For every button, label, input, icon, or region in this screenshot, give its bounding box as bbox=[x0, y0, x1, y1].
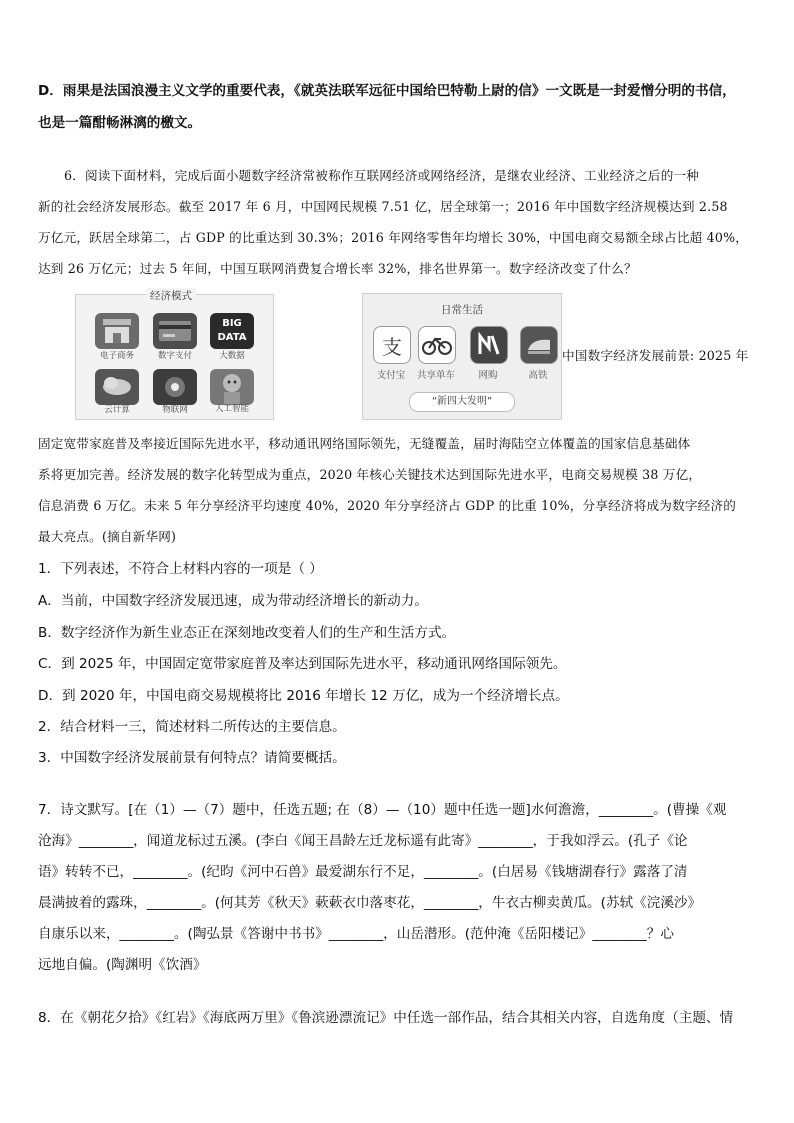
material2-lead: 中国数字经济发展前景: 2025 年 bbox=[562, 348, 749, 363]
q6-sub1-stem: 1．下列表述，不符合上材料内容的一项是（ ） bbox=[38, 561, 323, 577]
q6-intro-line-3: 万亿元，跃居全球第二，占 GDP 的比重达到 30.3%；2016 年网络零售年均增长 30%，中国电商交易额全球占比超 40%， bbox=[38, 230, 749, 245]
figure-daily-life-title: 日常生活 bbox=[437, 302, 487, 317]
cloud-computing-icon bbox=[95, 369, 139, 405]
q7-line-3: 语》转转不已，________。(纪昀《河中石兽》最爱湖东行不足，________。(白居易《钱塘湖春行》露落了清 bbox=[38, 864, 688, 880]
label-shared-bike: 共享单车 bbox=[416, 370, 455, 381]
four-new-inventions-caption: “新四大发明” bbox=[409, 392, 515, 412]
option-d-line-2: 也是一篇酣畅淋漓的檄文。 bbox=[38, 115, 202, 131]
high-speed-rail-icon bbox=[520, 326, 558, 364]
q6-sub2: 2．结合材料一三，简述材料二所传达的主要信息。 bbox=[38, 719, 346, 735]
q6-sub1-option-b: B．数字经济作为新生业态正在深刻地改变着人们的生产和生活方式。 bbox=[38, 625, 456, 641]
q6-intro-line-1: 6．阅读下面材料，完成后面小题数字经济常被称作互联网经济或网络经济，是继农业经济、工业经济之后的一种 bbox=[64, 168, 700, 183]
digital-payment-icon bbox=[153, 313, 197, 349]
online-shopping-icon bbox=[470, 326, 508, 364]
q7-line-6: 远地自偏。(陶渊明《饮酒》 bbox=[38, 957, 207, 973]
q6-intro-line-2: 新的社会经济发展形态。截至 2017 年 6 月，中国网民规模 7.51 亿，居全球第一；2016 年中国数字经济规模达到 2.58 bbox=[38, 199, 728, 214]
label-alipay: 支付宝 bbox=[376, 370, 406, 381]
label-ai: 人工智能 bbox=[214, 404, 249, 414]
q8-line-1: 8．在《朝花夕拾》《红岩》《海底两万里》《鲁滨逊漂流记》中任选一部作品，结合其相关内容，自选角度（主题、情 bbox=[38, 1010, 734, 1026]
figure-economic-models bbox=[75, 290, 274, 420]
figure-daily-life bbox=[362, 293, 562, 420]
material2-line-1: 固定宽带家庭普及率接近国际先进水平，移动通讯网络国际领先，无缝覆盖，届时海陆空立体覆盖的国家信息基础体 bbox=[38, 436, 691, 451]
alipay-icon: 支 bbox=[373, 326, 411, 364]
q7-line-5: 自康乐以来，________。(陶弘景《答谢中书书》________，山岳潜形。(范仲淹《岳阳楼记》________？心 bbox=[38, 926, 674, 942]
ai-robot-icon bbox=[210, 369, 254, 405]
q7-line-1: 7．诗文默写。[在（1）—（7）题中，任选五题; 在（8）—（10）题中任选一题]水何澹澹，________。(曹操《观 bbox=[38, 802, 727, 818]
label-iot: 物联网 bbox=[162, 405, 188, 415]
q7-line-4: 晨满披着的露珠，________。(何其芳《秋天》蔌蔌衣巾落枣花，________，牛衣古柳卖黄瓜。(苏轼《浣溪沙》 bbox=[38, 895, 702, 911]
bike-icon bbox=[418, 326, 456, 364]
q6-sub3: 3．中国数字经济发展前景有何特点？请简要概括。 bbox=[38, 750, 346, 766]
figure-economic-models-title: 经济模式 bbox=[146, 288, 196, 303]
label-high-speed-rail: 高铁 bbox=[528, 370, 548, 381]
material2-line-2: 系将更加完善。经济发展的数字化转型成为重点，2020 年核心关键技术达到国际先进水平，电商交易规模 38 万亿， bbox=[38, 467, 702, 482]
label-cloud-computing: 云计算 bbox=[104, 405, 130, 415]
q7-line-2: 沧海》________，闻道龙标过五溪。(李白《闻王昌龄左迁龙标遥有此寄》________，于我如浮云。(孔子《论 bbox=[38, 833, 688, 849]
ecommerce-icon bbox=[95, 313, 139, 349]
q6-sub1-option-d: D．到 2020 年，中国电商交易规模将比 2016 年增长 12 万亿，成为一个经济增长点。 bbox=[38, 688, 569, 704]
big-data-icon: BIG DATA bbox=[210, 313, 254, 349]
iot-icon bbox=[153, 369, 197, 405]
q6-intro-line-4: 达到 26 万亿元；过去 5 年间，中国互联网消费复合增长率 32%，排名世界第一。数字经济改变了什么？ bbox=[38, 261, 637, 276]
q6-sub1-option-a: A．当前，中国数字经济发展迅速，成为带动经济增长的新动力。 bbox=[38, 593, 428, 609]
material2-line-3: 信息消费 6 万亿。未来 5 年分享经济平均速度 40%，2020 年分享经济占 GDP 的比重 10%，分享经济将成为数字经济的 bbox=[38, 498, 737, 513]
q6-sub1-option-c: C．到 2025 年，中国固定宽带家庭普及率达到国际先进水平，移动通讯网络国际领先。 bbox=[38, 656, 567, 672]
label-ecommerce: 电子商务 bbox=[99, 351, 134, 361]
material2-line-4: 最大亮点。(摘自新华网) bbox=[38, 529, 177, 544]
label-digital-payment: 数字支付 bbox=[157, 351, 192, 361]
option-d-line-1: D．雨果是法国浪漫主义文学的重要代表，《就英法联军远征中国给巴特勒上尉的信》一文既是一封爱憎分明的书信， bbox=[38, 83, 736, 99]
label-online-shopping: 网购 bbox=[478, 370, 498, 381]
label-big-data: 大数据 bbox=[219, 351, 245, 361]
